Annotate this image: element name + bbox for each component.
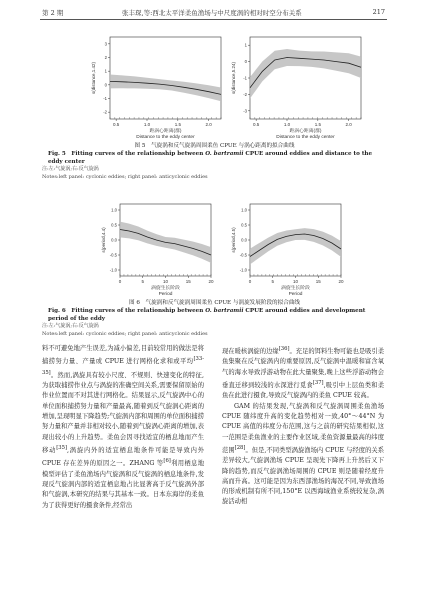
body-left-paragraph: 料不可避免地产生误差,为减小偏差,目前较常用的做法是将捕捞努力量、产量或 CPUE 进行网格化求和或平均[33-35]。然而,涡旋具有较小尺度、不规则、快速变化的特征,为获取捕捞作业点与涡旋的准确空间关系,需要保留原始的作业位置而不对其进行网格化。结果显示,反气旋涡中心的单位面积捕捞努力量和产量最高,随着到反气旋涡心距离的增加,呈现明显下降趋势;气旋涡内部和周围的单位面积捕捞努力量和产量并非相对较小,随着到气旋涡心距离的增加,表现出较小的上升趋势。柔鱼会因寻找适宜的栖息地而产生移动[35],涡旋内外的适宜栖息地条件可能是导致内外 CPUE 存在差异的原因之一。ZHANG 等[6]利用栖息地模型评估了柔鱼渔场内气旋涡和反气旋涡的栖息地条件,发现反气旋涡内部的适宜栖息地占比显著高于反气旋涡外部和气旋涡,本研究的结果与其基本一致。日本东海岸的柔鱼为了获得更好的摄食条件,经常出 — [42, 345, 204, 509]
x-tick-label: 1.0 — [143, 122, 151, 127]
y-tick-label: 2 — [104, 55, 107, 60]
y-tick-label: 0 — [104, 82, 107, 88]
fig6-title-cn: 图 6 气旋涡和反气旋涡周围柔鱼 CPUE 与涡旋发展阶段的拟合曲线 — [128, 300, 301, 306]
y-tick-label: -2 — [243, 91, 247, 97]
y-axis-label: s(period,4.4) — [101, 227, 106, 253]
fig5-note-en: Notes:left panel: cyclonic eddies; right panel: anticyclonic eddies — [42, 174, 208, 181]
body-right-paragraph-1: 现在暖核涡旋的边缘[36]。充足的饵料生物可能也是吸引柔鱼集聚在反气旋涡内的重要原因,反气旋涡中温暖和富含氧气的海水导致浮游动物在此大量聚集,晚上这些浮游动物会垂直迁移到较浅的水深进行觅食[37],吸引中上层鱼类和柔鱼在此进行摄食,导致反气旋涡内的柔鱼 CPUE 较高。 — [222, 346, 385, 400]
x-tick-label: 2.0 — [205, 122, 212, 127]
fig5-title-en — [42, 151, 387, 167]
fig6-title-species: O. bartramii — [205, 307, 244, 314]
y-tick-label: 0.5 — [241, 222, 247, 228]
y-tick-label: 1 — [104, 68, 107, 74]
page-number: 217 — [372, 8, 385, 16]
fig5-title-en-suffix: CPUE around eddies and distance to the eddy center — [48, 150, 373, 165]
x-tick-label: 20 — [208, 279, 214, 284]
y-tick-label: 0 — [244, 59, 247, 65]
journal-issue: 第 2 期 — [42, 9, 64, 17]
fig6-note-en: Notes:left panel: cyclonic eddies; right panel: anticyclonic eddies — [42, 331, 208, 338]
x-tick-label: 0 — [248, 279, 252, 284]
running-title: 张丰琛,等:西北太平洋柔鱼渔场与中尺度涡的相对时空分布关系 — [122, 9, 302, 17]
fig5-right-panel — [230, 33, 365, 143]
x-axis-label-en: Distance to the eddy center — [136, 135, 195, 140]
x-tick-label: 0 — [118, 279, 122, 284]
body-column-left — [42, 344, 204, 511]
x-axis-label-cn: 涡旋生长阶段 — [281, 286, 310, 291]
x-tick-label: 20 — [338, 279, 344, 284]
fig5-caption — [42, 143, 387, 182]
x-axis-label-en: Period — [158, 292, 173, 297]
fig6-caption — [42, 300, 387, 339]
x-tick-label: 10 — [162, 279, 169, 284]
fig6-title-en-prefix: Fig. 6 Fitting curves of the relationship between — [48, 307, 206, 314]
fig6-note-cn: 注:左:气旋涡;右:反气旋涡 — [42, 323, 99, 330]
body-column-right — [222, 344, 384, 508]
header-rule — [40, 19, 387, 20]
fig6-right-panel — [230, 200, 345, 300]
fig5-note-cn: 注:左:气旋涡;右:反气旋涡 — [42, 166, 99, 173]
y-axis-label: s(period,4.5) — [231, 227, 236, 253]
x-tick-label: 15 — [315, 279, 321, 284]
x-tick-label: 5 — [271, 279, 275, 284]
plot-frame — [250, 37, 361, 119]
y-tick-label: -1 — [103, 96, 107, 101]
x-tick-label: 1.0 — [283, 122, 291, 127]
y-tick-label: -1 — [243, 75, 247, 81]
x-tick-label: 1.5 — [174, 122, 181, 127]
x-axis-label-en: Distance to the eddy center — [276, 135, 335, 140]
y-axis-label: s(distance,1.42) — [91, 61, 96, 95]
x-axis-label-en: Period — [288, 292, 303, 297]
x-tick-label: 5 — [141, 279, 145, 284]
x-tick-label: 0.5 — [253, 122, 260, 127]
y-tick-label: 0.0 — [111, 237, 117, 243]
y-tick-label: -1.0 — [239, 267, 247, 273]
fig5-left-panel — [90, 33, 225, 143]
x-tick-label: 10 — [292, 279, 299, 284]
x-tick-label: 2.0 — [345, 122, 352, 127]
y-tick-label: -2 — [103, 109, 107, 115]
fig6-title-en-suffix: CPUE around eddies and development period of the eddy — [48, 307, 366, 322]
y-tick-label: 1.0 — [111, 207, 117, 213]
y-tick-label: -0.5 — [109, 252, 117, 258]
fig6-title-en — [42, 308, 387, 324]
y-tick-label: 0.0 — [241, 237, 247, 243]
x-tick-label: 15 — [185, 279, 191, 284]
fig5-title-en-prefix: Fig. 5 Fitting curves of the relationship between — [48, 150, 206, 157]
y-axis-label: s(distance,5.24) — [231, 61, 236, 95]
fig6-left-panel — [100, 200, 215, 300]
x-tick-label: 1.5 — [314, 122, 321, 127]
y-tick-label: 3 — [104, 41, 107, 47]
y-tick-label: 1.0 — [241, 207, 247, 213]
y-tick-label: 0.5 — [111, 222, 117, 228]
x-axis-label-cn: 涡旋生长阶段 — [151, 286, 180, 291]
y-tick-label: -3 — [243, 108, 247, 114]
y-tick-label: -0.5 — [239, 252, 247, 258]
y-tick-label: -1.0 — [109, 267, 117, 273]
x-axis-label-cn: 距涡心距离(群) — [149, 129, 182, 134]
x-tick-label: 0.5 — [113, 122, 120, 127]
fig5-title-species: O. bartramii — [205, 150, 244, 157]
x-axis-label-cn: 距涡心距离(群) — [289, 129, 322, 134]
fig5-title-cn: 图 5 气旋涡和反气旋涡周围柔鱼 CPUE 与涡心距离的拟合曲线 — [134, 143, 295, 149]
body-right-paragraph-2: GAM 的结果发现,气旋涡和反气旋涡周围柔鱼渔场 CPUE 随纬度升高的变化趋势相对一致,40°～44°N 为 CPUE 高值的纬度分布范围,这与之前的研究结果相似,这一范围是柔鱼渔业的主要作业区域,柔鱼资源量最高的纬度范围[28]。但是,不同类型涡旋渔场内 CPUE 与经度的关系差异较大,气旋涡渔场 CPUE 呈现先下降再上升然后又下降的趋势,而反气旋涡渔场周围的 CPUE 则是随着经度升高而升高。这可能是因为东西部渔场的海况不同,导致渔场的形成机制有所不同,150°E 以西海域渔业系统较复杂,涡旋活动相 — [222, 402, 385, 506]
y-tick-label: 1 — [244, 42, 247, 48]
